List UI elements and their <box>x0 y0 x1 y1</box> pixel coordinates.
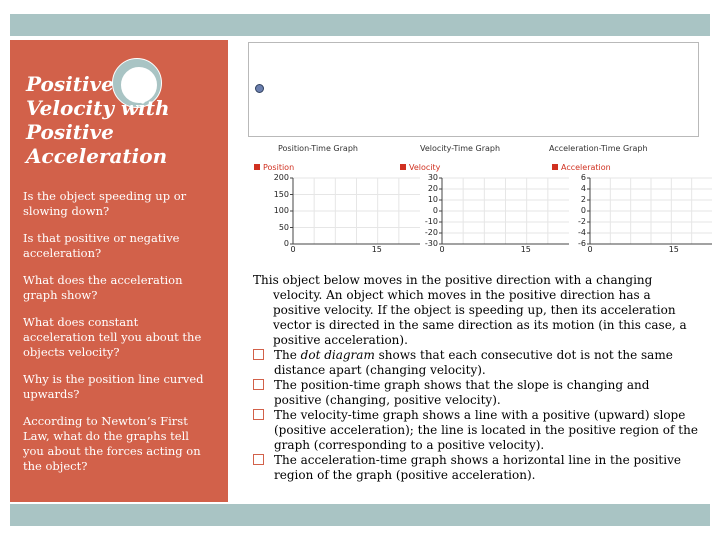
explanation-bullet <box>253 408 698 453</box>
position-legend-label: Position <box>263 163 295 172</box>
velocity-y-tick-label: 20 <box>427 184 438 193</box>
question-item: According to Newton’s First Law, what do the graphs tell you about the forces acting on the object? <box>23 414 201 473</box>
acceleration-y-tick-label: -2 <box>578 217 586 226</box>
bullet-emphasis: dot diagram <box>300 348 375 362</box>
explanation-intro: This object below moves in the positive direction with a changing velocity. An object which moves in the positive direction has a positive velocity. If the object is speeding up, then its acceleration vector is directed in the same direction as its motion (in this case, a positive acceleration). <box>253 273 687 347</box>
velocity-x-tick-label: 15 <box>520 245 531 254</box>
bullet-text: shows that each consecutive dot is not the same distance apart (changing velocity). <box>274 348 673 377</box>
position-x-tick-label: 0 <box>290 245 296 254</box>
bullet-icon <box>253 349 264 360</box>
velocity-y-tick-label: 0 <box>432 206 438 215</box>
bullet-icon <box>253 379 264 390</box>
bullet-icon <box>253 409 264 420</box>
bullet-icon <box>253 454 264 465</box>
question-item: What does the acceleration graph show? <box>23 273 183 302</box>
acceleration-legend-label: Acceleration <box>561 163 611 172</box>
acceleration-y-tick-label: 6 <box>580 173 586 182</box>
explanation-bullet <box>253 453 698 483</box>
position-y-tick-label: 0 <box>283 239 289 248</box>
position-y-tick-label: 50 <box>278 222 289 232</box>
velocity-y-tick-label: -20 <box>424 228 438 237</box>
position-y-tick-label: 100 <box>273 206 289 215</box>
question-item: Why is the position line curved upwards? <box>23 372 204 401</box>
acceleration-x-tick-label: 0 <box>587 245 593 254</box>
velocity-x-tick-label: 0 <box>439 245 445 254</box>
acceleration-y-tick-label: 2 <box>580 195 586 204</box>
acceleration-y-tick-label: -6 <box>578 239 586 248</box>
explanation-bullet <box>253 348 698 378</box>
question-item: Is the object speeding up or slowing down? <box>23 189 187 218</box>
acceleration-y-tick-label: 0 <box>580 206 586 215</box>
velocity-graph-title: Velocity-Time Graph <box>420 144 501 153</box>
question-item: What does constant acceleration tell you about the objects velocity? <box>23 315 202 359</box>
acceleration-x-tick-label: 15 <box>668 245 679 254</box>
position-graph-title: Position-Time Graph <box>278 144 358 153</box>
bullet-text: The acceleration-time graph shows a horizontal line in the positive region of the graph (positive acceleration). <box>274 453 681 482</box>
velocity-legend-label: Velocity <box>409 163 441 172</box>
velocity-y-tick-label: -30 <box>424 239 438 248</box>
acceleration-y-tick-label: 4 <box>580 184 586 193</box>
position-y-tick-label: 200 <box>273 173 289 182</box>
bullet-text: The velocity-time graph shows a line with a positive (upward) slope (positive acceleration); the line is located in the positive region of the graph (corresponding to a positive velocity). <box>274 408 698 452</box>
bullet-text: The <box>274 348 301 362</box>
acceleration-graph-title: Acceleration-Time Graph <box>549 144 648 153</box>
position-x-tick-label: 15 <box>371 245 382 254</box>
velocity-y-tick-label: 30 <box>427 173 438 182</box>
explanation-bullet <box>253 378 698 408</box>
bullet-text: The position-time graph shows that the slope is changing and positive (changing, positive velocity). <box>274 378 650 407</box>
velocity-y-tick-label: 10 <box>427 195 438 204</box>
velocity-y-tick-label: -10 <box>424 217 438 226</box>
question-item: Is that positive or negative acceleration? <box>23 231 180 260</box>
acceleration-y-tick-label: -4 <box>578 228 586 237</box>
explanation-text <box>253 273 698 483</box>
position-y-tick-label: 150 <box>273 189 289 199</box>
slide-title: Positive Velocity with Positive Acceleration <box>26 72 170 168</box>
